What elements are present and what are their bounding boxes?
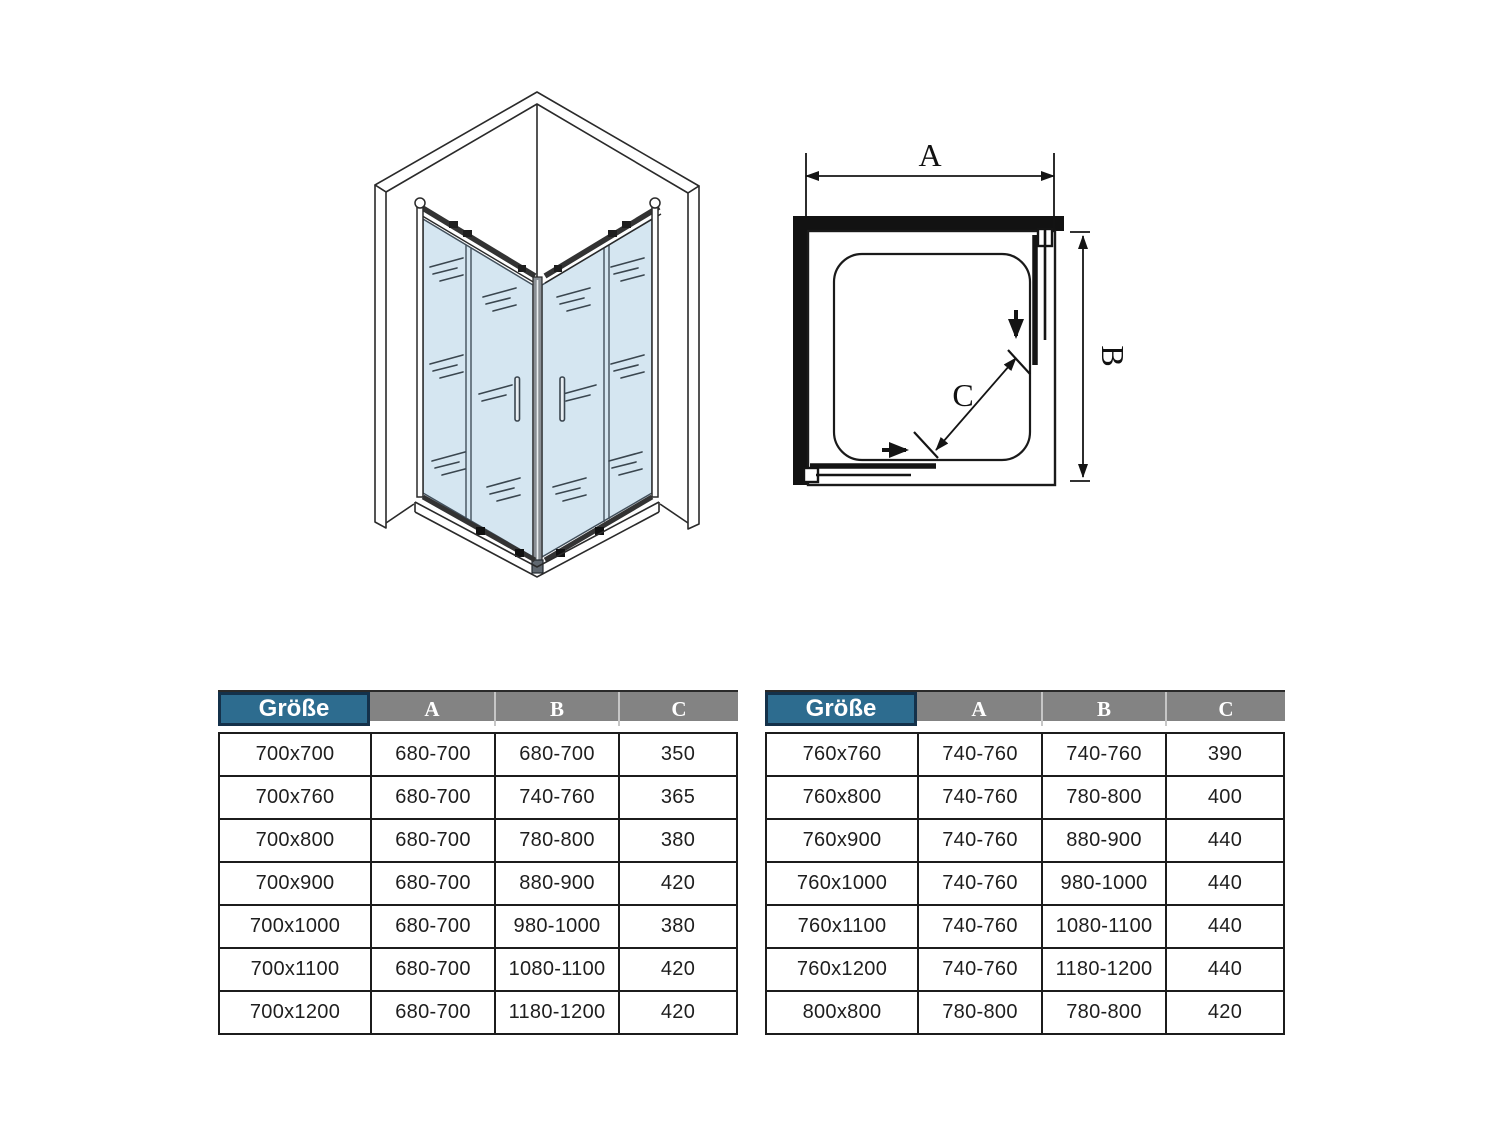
table-cell: 680-700 — [370, 992, 494, 1033]
table-cell: 420 — [618, 863, 736, 904]
dim-label-c: C — [952, 377, 974, 413]
table-cell: 680-700 — [370, 820, 494, 861]
table-row — [220, 904, 736, 947]
table-cell: 700x900 — [255, 872, 335, 894]
table-cell: 440 — [1165, 863, 1283, 904]
table-cell: 440 — [1165, 949, 1283, 990]
table-cell: 760x900 — [802, 829, 882, 851]
table-row — [220, 818, 736, 861]
table-cell: 740-760 — [917, 863, 1041, 904]
table-cell: 760x1200 — [796, 958, 888, 980]
table-cell: 740-760 — [1041, 734, 1165, 775]
table-cell: 780-800 — [1041, 992, 1165, 1033]
table-cell: 1180-1200 — [1041, 949, 1165, 990]
table-cell: 760x800 — [802, 786, 882, 808]
table-cell: 760x760 — [802, 743, 882, 765]
table-cell: 1180-1200 — [494, 992, 618, 1033]
table-cell: 440 — [1165, 820, 1283, 861]
table-row — [220, 861, 736, 904]
table-cell: 880-900 — [494, 863, 618, 904]
size-table-700-series — [218, 690, 738, 1035]
table-cell: 700x1100 — [250, 958, 340, 980]
table-row — [767, 990, 1283, 1033]
table-cell: 880-900 — [1041, 820, 1165, 861]
table-row — [767, 947, 1283, 990]
table-cell: 680-700 — [370, 777, 494, 818]
table-cell: 740-760 — [917, 906, 1041, 947]
table-body — [765, 732, 1285, 1035]
header-col-c: C — [1165, 692, 1285, 726]
table-cell: 740-760 — [494, 777, 618, 818]
dim-label-a: A — [918, 137, 942, 173]
table-cell: 1080-1100 — [494, 949, 618, 990]
table-cell: 420 — [618, 992, 736, 1033]
plan-enclosure — [808, 231, 1055, 485]
table-cell: 680-700 — [370, 906, 494, 947]
header-col-a: A — [971, 696, 987, 721]
corner-post — [532, 277, 543, 573]
size-table-760-series — [765, 690, 1285, 1035]
dimension-b — [1070, 232, 1090, 481]
header-col-c: C — [618, 692, 738, 726]
table-row — [220, 990, 736, 1033]
table-cell: 420 — [1165, 992, 1283, 1033]
table-cell: 780-800 — [917, 992, 1041, 1033]
table-cell: 700x700 — [255, 743, 335, 765]
table-cell: 700x800 — [255, 829, 335, 851]
plan-door-bottom — [804, 466, 936, 482]
table-row — [220, 775, 736, 818]
table-body — [218, 732, 738, 1035]
table-cell: 780-800 — [1041, 777, 1165, 818]
table-cell: 400 — [1165, 777, 1283, 818]
header-col-a: A — [424, 696, 440, 721]
table-row — [767, 775, 1283, 818]
table-cell: 780-800 — [494, 820, 618, 861]
table-cell: 760x1100 — [797, 915, 887, 937]
table-row — [767, 818, 1283, 861]
plan-tray — [834, 254, 1030, 460]
table-cell: 740-760 — [917, 820, 1041, 861]
table-cell: 700x1000 — [249, 915, 341, 937]
table-row — [220, 947, 736, 990]
table-cell: 420 — [618, 949, 736, 990]
table-row — [767, 904, 1283, 947]
table-cell: 350 — [618, 734, 736, 775]
table-row — [220, 734, 736, 775]
table-cell: 680-700 — [370, 863, 494, 904]
table-cell: 390 — [1165, 734, 1283, 775]
table-cell: 680-700 — [370, 734, 494, 775]
plan-door-right — [1035, 228, 1052, 365]
dim-label-b: B — [1095, 345, 1131, 367]
table-cell: 740-760 — [917, 777, 1041, 818]
table-cell: 380 — [618, 906, 736, 947]
table-header — [218, 690, 738, 721]
table-cell: 980-1000 — [494, 906, 618, 947]
table-cell: 680-700 — [494, 734, 618, 775]
table-cell: 440 — [1165, 906, 1283, 947]
header-col-b: B — [494, 692, 618, 726]
table-cell: 380 — [618, 820, 736, 861]
table-cell: 800x800 — [802, 1001, 882, 1023]
header-size: Größe — [765, 692, 917, 726]
table-cell: 700x760 — [255, 786, 335, 808]
plan-view-diagram — [778, 128, 1158, 528]
table-cell: 980-1000 — [1041, 863, 1165, 904]
table-row — [767, 861, 1283, 904]
table-cell: 740-760 — [917, 734, 1041, 775]
isometric-shower-diagram — [355, 80, 725, 600]
table-cell: 740-760 — [917, 949, 1041, 990]
header-size: Größe — [218, 692, 370, 726]
table-cell: 680-700 — [370, 949, 494, 990]
header-col-b: B — [1041, 692, 1165, 726]
table-header — [765, 690, 1285, 721]
table-cell: 700x1200 — [249, 1001, 341, 1023]
table-cell: 1080-1100 — [1041, 906, 1165, 947]
table-row — [767, 734, 1283, 775]
table-cell: 365 — [618, 777, 736, 818]
table-cell: 760x1000 — [796, 872, 888, 894]
